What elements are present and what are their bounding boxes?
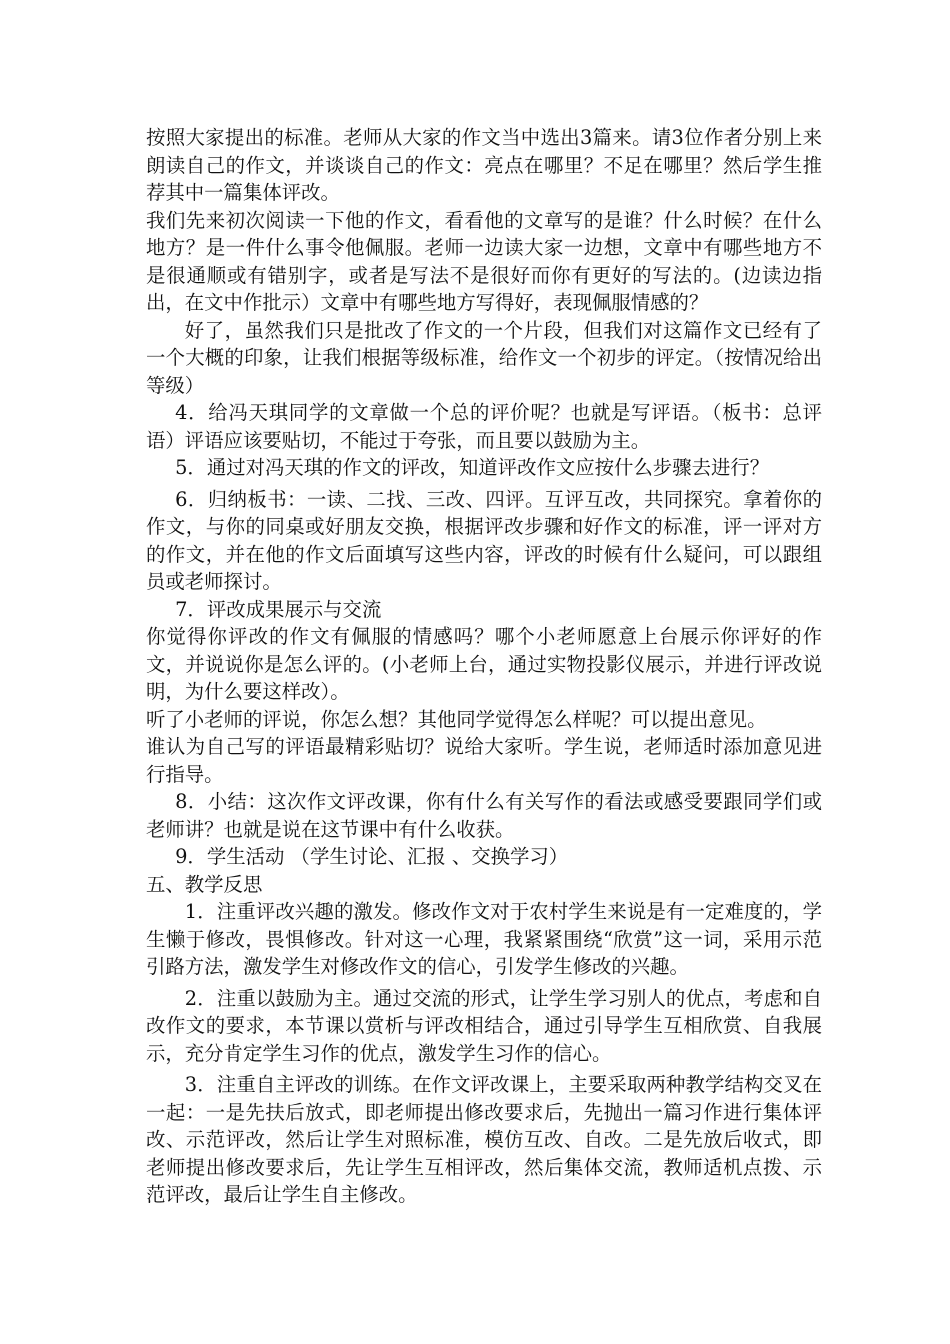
paragraph-step-9: 9．学生活动 （学生讨论、汇报 、交换学习） bbox=[175, 845, 569, 868]
paragraph-reflection-2: 2．注重以鼓励为主。通过交流的形式，让学生学习别人的优点，考虑和自改作文的要求，本节课以赏析与评改相结合，通过引导学生互相欣赏、自我展示，充分肯定学生习作的优点，激发学生习作的信心。 bbox=[146, 986, 822, 1065]
paragraph-showcase: 你觉得你评改的作文有佩服的情感吗？哪个小老师愿意上台展示你评好的作文，并说说你是怎么评的。(小老师上台，通过实物投影仪展示，并进行评改说明，为什么要这样改）。 bbox=[146, 625, 822, 703]
paragraph-step-8: 8．小结：这次作文评改课，你有什么有关写作的看法或感受要跟同学们或老师讲？也就是说在这节课中有什么收获。 bbox=[146, 790, 822, 841]
paragraph-step-5: 5．通过对冯天琪的作文的评改，知道评改作文应按什么步骤去进行？ bbox=[175, 456, 770, 479]
paragraph-first-reading: 我们先来初次阅读一下他的作文，看看他的文章写的是谁？什么时候？在什么地方？是一件什么事令他佩服。老师一边读大家一边想，文章中有哪些地方不是很通顺或有错别字，或者是写法不是很好而你有更好的写法的。(边读边指出，在文中作批示）文章中有哪些地方写得好，表现佩服情感的？ bbox=[146, 208, 822, 314]
paragraph-reflection-3: 3．注重自主评改的训练。在作文评改课上，主要采取两种教学结构交叉在一起：一是先扶后放式，即老师提出修改要求后，先抛出一篇习作进行集体评改、示范评改，然后让学生对照标准，模仿互改、自改。二是先放后收式，即老师提出修改要求后，先让学生互相评改，然后集体交流，教师适机点拨、示范评改，最后让学生自主修改。 bbox=[146, 1073, 822, 1206]
paragraph-step-4: 4．给冯天琪同学的文章做一个总的评价呢？也就是写评语。（板书：总评语）评语应该要贴切，不能过于夸张，而且要以鼓励为主。 bbox=[146, 401, 822, 452]
paragraph-step-7: 7．评改成果展示与交流 bbox=[175, 597, 382, 621]
document-page bbox=[146, 124, 822, 1209]
paragraph-step-6: 6．归纳板书：一读、二找、三改、四评。互评互改，共同探究。拿着你的作文，与你的同桌或好朋友交换，根据评改步骤和好作文的标准，评一评对方的作文，并在他的作文后面填写这些内容，评改的时候有什么疑问，可以跟组员或老师探讨。 bbox=[146, 487, 822, 593]
paragraph-initial-rating: 好了，虽然我们只是批改了作文的一个片段，但我们对这篇作文已经有了一个大概的印象，让我们根据等级标准，给作文一个初步的评定。（按情况给出等级） bbox=[146, 318, 822, 397]
paragraph-listen: 听了小老师的评说，你怎么想？其他同学觉得怎么样呢？可以提出意见。 bbox=[146, 707, 767, 731]
section-heading-reflection: 五、教学反思 bbox=[146, 872, 263, 896]
paragraph-best-comment: 谁认为自己写的评语最精彩贴切？说给大家听。学生说，老师适时添加意见进行指导。 bbox=[146, 735, 822, 786]
paragraph-reflection-1: 1．注重评改兴趣的激发。修改作文对于农村学生来说是有一定难度的，学生懒于修改，畏惧修改。针对这一心理，我紧紧围绕“欣赏”这一词，采用示范引路方法，激发学生对修改作文的信心，引发学生修改的兴趣。 bbox=[146, 900, 822, 978]
paragraph-selection-standard: 按照大家提出的标准。老师从大家的作文当中选出3篇来。请3位作者分别上来朗读自己的作文，并谈谈自己的作文：亮点在哪里？不足在哪里？然后学生推荐其中一篇集体评改。 bbox=[146, 126, 822, 204]
